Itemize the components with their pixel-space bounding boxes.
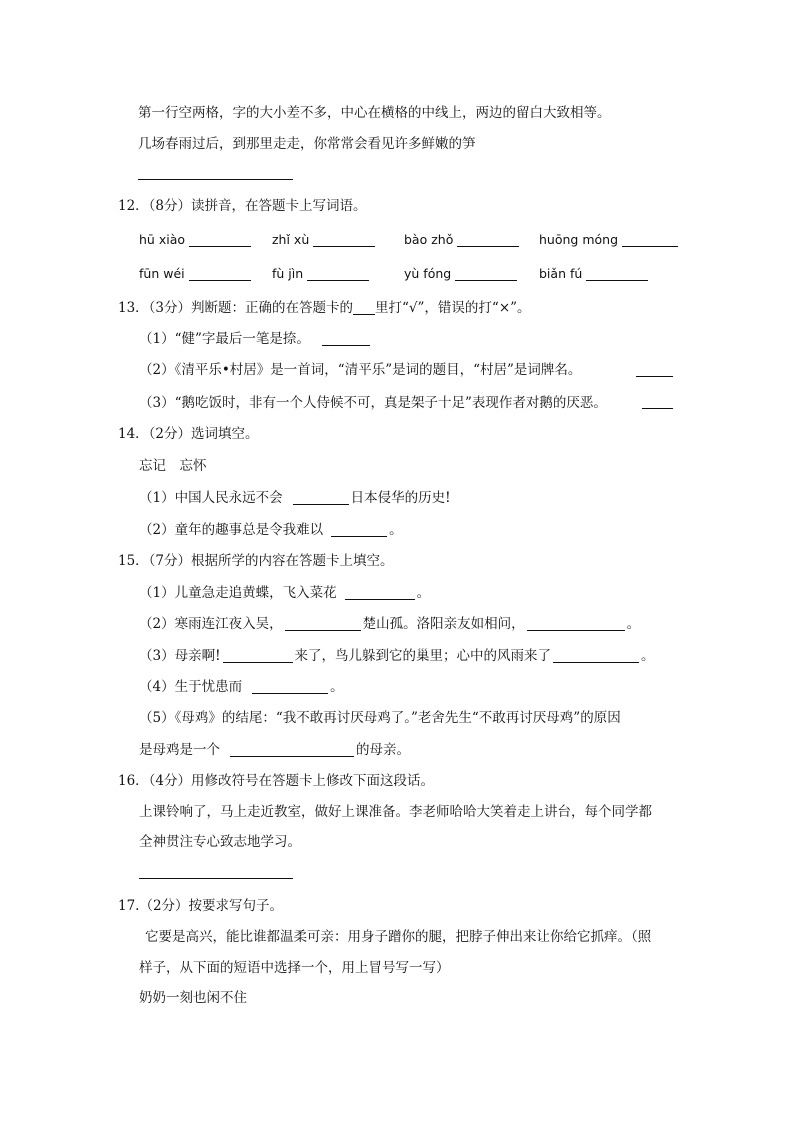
pinyin-item: biǎn fú <box>539 264 648 284</box>
answer-blank[interactable] <box>345 585 415 600</box>
answer-blank[interactable] <box>553 648 639 663</box>
pinyin-item: hū xiào <box>139 230 251 250</box>
q14-header: 14．（2分）选词填空。 <box>118 426 259 442</box>
answer-blank[interactable] <box>230 742 354 757</box>
answer-blank[interactable] <box>313 232 375 247</box>
q13-header: 13．（3分）判断题：正确的在答题卡的 里打“√”，错误的打“×”。 <box>118 300 531 316</box>
answer-blank[interactable] <box>527 616 625 631</box>
q13-item: （2）《清平乐•村居》是一首词，“清平乐”是词的题目，“村居”是词牌名。 <box>139 362 582 378</box>
pinyin-item: zhǐ xù <box>272 230 375 250</box>
word-choices: 忘记 忘怀 <box>139 458 207 474</box>
pinyin-item: fūn wéi <box>139 264 251 284</box>
pinyin-item: fù jìn <box>272 264 369 284</box>
q15-item: （1）儿童急走追黄蝶，飞入菜花 。 <box>139 585 431 601</box>
pinyin-item: huōng móng <box>539 230 678 250</box>
answer-blank[interactable] <box>285 616 361 631</box>
answer-blank[interactable] <box>293 490 349 505</box>
q13-item: （1）“健”字最后一笔是捺。 <box>139 329 370 349</box>
answer-blank[interactable] <box>189 232 251 247</box>
q17-header: 17.（2分）按要求写句子。 <box>118 898 284 914</box>
answer-blank[interactable] <box>138 179 293 180</box>
phrase-option: 奶奶一刻也闲不住 <box>139 990 247 1006</box>
answer-blank[interactable] <box>307 266 369 281</box>
answer-blank[interactable] <box>622 232 678 247</box>
q15-header: 15．（7分）根据所学的内容在答题卡上填空。 <box>118 553 394 569</box>
answer-blank[interactable] <box>322 331 370 346</box>
answer-blank[interactable] <box>457 232 519 247</box>
pinyin-item: bào zhǒ <box>404 230 519 250</box>
q14-item: （2）童年的趣事总是令我难以 。 <box>139 522 403 538</box>
answer-blank[interactable] <box>189 266 251 281</box>
answer-blank <box>353 300 375 315</box>
answer-blank[interactable] <box>455 266 517 281</box>
answer-blank[interactable] <box>252 679 328 694</box>
q15-item: 是母鸡是一个 的母亲。 <box>139 742 410 758</box>
q12-header: 12．（8分）读拼音，在答题卡上写词语。 <box>118 198 367 214</box>
answer-blank[interactable] <box>331 522 387 537</box>
answer-blank[interactable] <box>642 408 673 409</box>
q15-item: （4）生于忧患而 。 <box>139 679 344 695</box>
q14-item: （1）中国人民永远不会 日本侵华的历史! <box>139 490 451 506</box>
q16-header: 16．（4分）用修改符号在答题卡上修改下面这段话。 <box>118 773 435 789</box>
passage-line: 上课铃响了，马上走近教室，做好上课准备。李老师哈哈大笑着走上讲台，每个同学都 <box>139 804 652 820</box>
answer-blank[interactable] <box>586 266 648 281</box>
pinyin-item: yù fóng <box>404 264 517 284</box>
q13-item: （3）“鹅吃饭时，非有一个人侍候不可，真是架子十足”表现作者对鹅的厌恶。 <box>139 395 607 411</box>
passage-line: 全神贯注专心致志地学习。 <box>139 834 301 850</box>
answer-blank[interactable] <box>223 648 293 663</box>
q15-item: （3）母亲啊! 来了，鸟儿躲到它的巢里；心中的风雨来了 。 <box>139 648 655 664</box>
example-sentence: 样子，从下面的短语中选择一个，用上冒号写一写） <box>139 960 450 976</box>
bamboo-sentence: 几场春雨过后，到那里走走，你常常会看见许多鲜嫩的笋 <box>138 136 476 152</box>
answer-blank[interactable] <box>636 376 673 377</box>
instruction-line: 第一行空两格，字的大小差不多，中心在横格的中线上，两边的留白大致相等。 <box>138 105 611 121</box>
q15-item: （5）《母鸡》的结尾：“我不敢再讨厌母鸡了。”老舍先生“不敢再讨厌母鸡”的原因 <box>139 710 621 726</box>
answer-blank[interactable] <box>139 878 293 879</box>
example-sentence: 它要是高兴，能比谁都温柔可亲：用身子蹭你的腿，把脖子伸出来让你给它抓痒。（照 <box>145 929 652 945</box>
q15-item: （2）寒雨连江夜入吴， 楚山孤。洛阳亲友如相问， 。 <box>139 616 641 632</box>
